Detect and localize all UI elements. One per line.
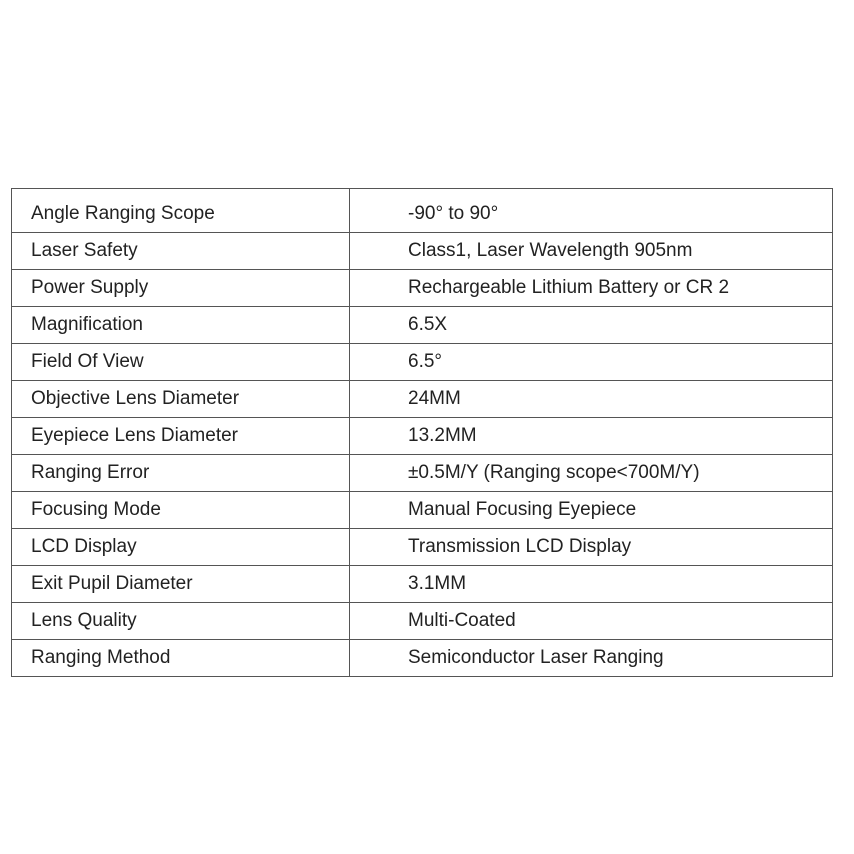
spec-label: Exit Pupil Diameter: [12, 566, 350, 603]
spec-label: Ranging Method: [12, 640, 350, 677]
spec-value: 3.1MM: [350, 566, 833, 603]
spec-label: Angle Ranging Scope: [12, 189, 350, 233]
spec-value: Multi-Coated: [350, 603, 833, 640]
spec-label: Ranging Error: [12, 455, 350, 492]
table-row: [12, 307, 833, 344]
spec-label: Lens Quality: [12, 603, 350, 640]
spec-label: Laser Safety: [12, 233, 350, 270]
table-row: [12, 566, 833, 603]
table-row: [12, 529, 833, 566]
table-row: [12, 603, 833, 640]
table-row: [12, 492, 833, 529]
spec-value: Rechargeable Lithium Battery or CR 2: [350, 270, 833, 307]
spec-value: 6.5°: [350, 344, 833, 381]
table-row: [12, 381, 833, 418]
spec-value: -90° to 90°: [350, 189, 833, 233]
table-row: [12, 270, 833, 307]
spec-label: Eyepiece Lens Diameter: [12, 418, 350, 455]
table-row: [12, 233, 833, 270]
table-row: [12, 418, 833, 455]
spec-value: Class1, Laser Wavelength 905nm: [350, 233, 833, 270]
spec-label: Field Of View: [12, 344, 350, 381]
spec-value: Manual Focusing Eyepiece: [350, 492, 833, 529]
spec-value: 6.5X: [350, 307, 833, 344]
spec-value: Transmission LCD Display: [350, 529, 833, 566]
table-row: [12, 455, 833, 492]
table-row: [12, 640, 833, 677]
table-row: [12, 344, 833, 381]
spec-value: 13.2MM: [350, 418, 833, 455]
table-row: [12, 189, 833, 233]
spec-value: Semiconductor Laser Ranging: [350, 640, 833, 677]
spec-label: Magnification: [12, 307, 350, 344]
specifications-body: [12, 189, 833, 677]
spec-label: Focusing Mode: [12, 492, 350, 529]
spec-label: Objective Lens Diameter: [12, 381, 350, 418]
spec-value: ±0.5M/Y (Ranging scope<700M/Y): [350, 455, 833, 492]
spec-label: LCD Display: [12, 529, 350, 566]
specifications-table: [11, 188, 833, 677]
spec-label: Power Supply: [12, 270, 350, 307]
spec-value: 24MM: [350, 381, 833, 418]
